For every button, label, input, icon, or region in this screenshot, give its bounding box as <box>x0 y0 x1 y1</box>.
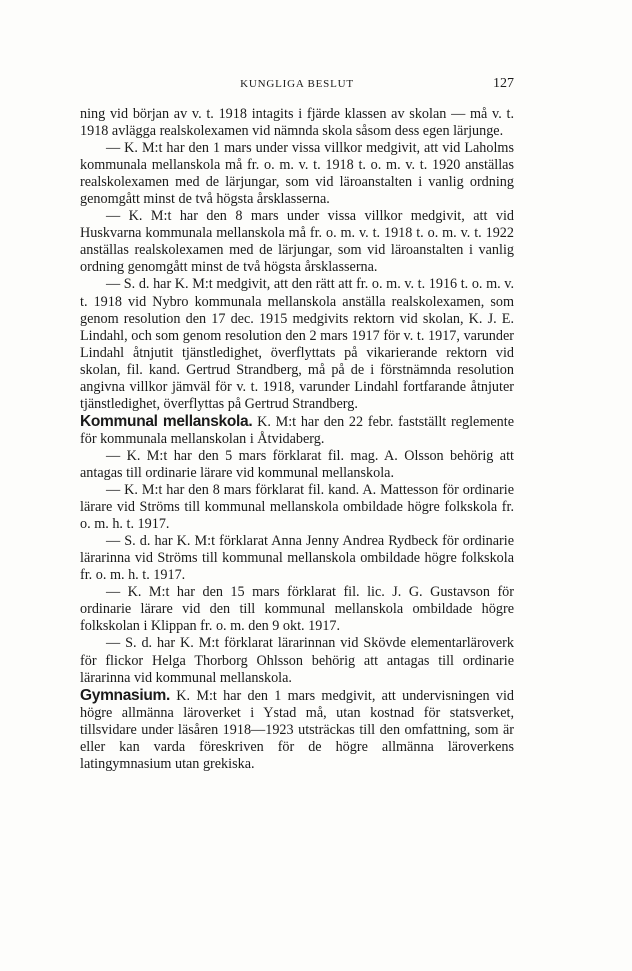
body-text <box>80 106 514 773</box>
section-heading-kommunal-mellanskola: Kommunal mellanskola. <box>80 412 253 430</box>
section-heading-gymnasium: Gymnasium. <box>80 686 171 704</box>
running-title: KUNGLIGA BESLUT <box>240 78 354 90</box>
paragraph-ohlsson <box>80 635 514 686</box>
paragraph-olsson <box>80 448 514 482</box>
paragraph-continuation <box>80 106 514 140</box>
paragraph-laholm <box>80 140 514 208</box>
paragraph-text: — K. M:t har den 5 mars förklarat fil. mag. A. Olsson behörig att antagas till ordinarie lärare vid kommunal mellanskola. <box>80 447 514 481</box>
page-number: 127 <box>493 76 514 91</box>
paragraph-text: — K. M:t har den 1 mars under vissa villkor medgivit, att vid Laholms kommunala mellanskola må fr. o. m. v. t. 1918 t. o. m. v. t. 1920 anställas realskolexamen med de lärjungar, som vid läroanstalten i vanlig ordning genomgått minst de två högsta årsklasserna. <box>80 140 514 208</box>
paragraph-gustavson <box>80 584 514 635</box>
paragraph-text: — S. d. har K. M:t medgivit, att den rätt att fr. o. m. v. t. 1916 t. o. m. v. t. 1918 vid Nybro kommunala mellanskola anställa realskolexamen, som genom resolution den 17 dec. 1915 medgivits rektorn vid skolan, K. J. E. Lindahl, och som genom resolution den 2 mars 1917 för v. t. 1917, varunder Lindahl åtnjutit tjänstledighet, överflyttats på vikarierande rektorn vid skolan, fil. kand. Gertrud Strandberg, må på de i förstnämnda resolution angivna villkor jämväl för v. t. 1918, varunder Lindahl fortfarande åtnjuter tjänstledighet, överflyttas på Gertrud Strandberg. <box>80 276 514 412</box>
paragraph-mattesson <box>80 482 514 533</box>
paragraph-text: — S. d. har K. M:t förklarat Anna Jenny Andrea Rydbeck för ordinarie lärarinna vid Ströms till kommunal mellanskola ombildade högre folkskola fr. o. m. h. t. 1917. <box>80 533 514 584</box>
paragraph-rydbeck <box>80 533 514 584</box>
paragraph-text: — K. M:t har den 8 mars förklarat fil. kand. A. Mattesson för ordinarie lärare vid Ströms till kommunal mellanskola ombildade högre folkskola fr. o. m. h. t. 1917. <box>80 482 514 533</box>
paragraph-text: K. M:t har den 1 mars medgivit, att undervisningen vid högre allmänna läroverket i Ystad må, utan kostnad för statsverket, tillsvidare under läsåren 1918—1923 utsträckas till den omfattning, som är eller kan varda föreskriven för de högre allmänna läroverkens latingymnasium utan grekiska. <box>80 687 514 772</box>
paragraph-text: K. M:t har den 22 febr. fastställt reglemente för kommunala mellanskolan i Åtvidaberg. <box>80 413 515 447</box>
paragraph-gymnasium <box>80 687 514 773</box>
paragraph-text: — K. M:t har den 8 mars under vissa villkor medgivit, att vid Huskvarna kommunala mellanskola må fr. o. m. v. t. 1918 t. o. m. v. t. 1922 anställas realskolexamen med de lärjungar, som vid läroanstalten i vanlig ordning genomgått minst de två högsta årsklasserna. <box>80 208 514 276</box>
running-head <box>80 76 514 94</box>
paragraph-kommunal-mellanskola <box>80 413 514 448</box>
paragraph-huskvarna <box>80 208 514 276</box>
paragraph-text: ning vid början av v. t. 1918 intagits i fjärde klassen av skolan — må v. t. 1918 avlägga realskolexamen vid nämnda skola såsom dess egen lärjunge. <box>80 106 514 140</box>
paragraph-text: — K. M:t har den 15 mars förklarat fil. lic. J. G. Gustavson för ordinarie lärare vid den till kommunal mellanskola ombildade högre folkskolan i Klippan fr. o. m. den 9 okt. 1917. <box>80 584 514 635</box>
paragraph-text: — S. d. har K. M:t förklarat lärarinnan vid Skövde elementarläroverk för flickor Helga Thorborg Ohlsson behörig att antagas till ordinarie lärarinna vid kommunal mellanskola. <box>80 635 514 686</box>
paragraph-nybro <box>80 276 514 412</box>
